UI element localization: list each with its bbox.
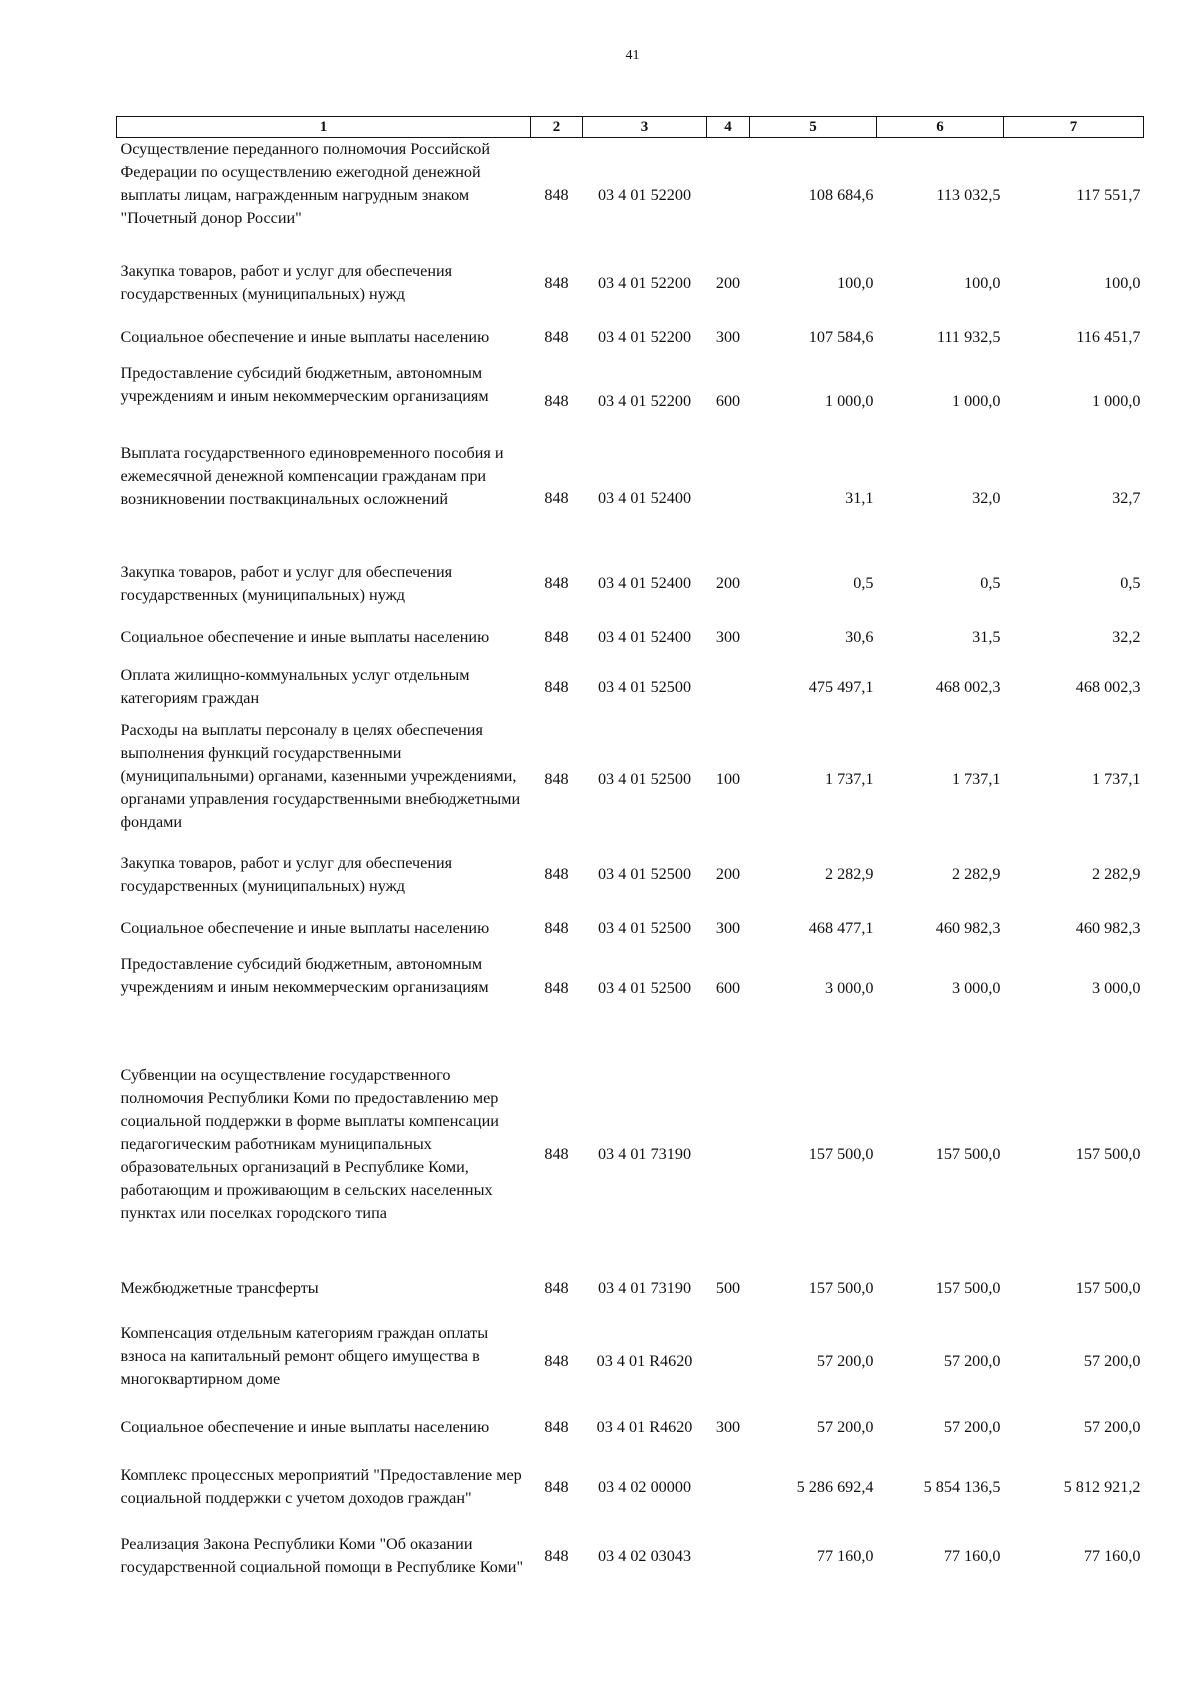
table-row (117, 953, 1144, 1054)
row-amount-col5: 157 500,0 (808, 1145, 874, 1163)
row-vr-code: 100 (715, 769, 741, 788)
row-name: Расходы на выплаты персоналу в целях обеспечения выполнения функций государственными (муниципальными) органами, казенными учреждениями, органами управления государственными внебюджетными фондами (120, 720, 521, 831)
row-vr-code (707, 138, 750, 254)
row-amount-col6: 3 000,0 (951, 978, 1001, 997)
row-csr-code: 03 4 01 52500 (597, 865, 692, 883)
row-amount-col7: 100,0 (1104, 273, 1141, 292)
header-row (117, 117, 1144, 138)
row-amount-col5: 77 160,0 (816, 1546, 874, 1565)
row-vr-code: 200 (715, 865, 741, 883)
row-admin-code: 848 (544, 327, 569, 346)
row-amount-col7: 157 500,0 (1075, 1145, 1141, 1163)
row-vr-code (707, 1322, 750, 1402)
row-amount-col7: 157 500,0 (1075, 1279, 1141, 1297)
row-amount-col5: 2 282,9 (824, 865, 874, 883)
header-col-2: 2 (531, 117, 583, 138)
row-vr-code (707, 1054, 750, 1256)
row-name: Социальное обеспечение и иные выплаты населению (120, 1417, 490, 1436)
row-amount-col7: 32,2 (1112, 627, 1141, 646)
row-name: Реализация Закона Республики Коми "Об оказании государственной социальной помощи в Республике Коми" (120, 1535, 524, 1576)
table-row (117, 1453, 1144, 1522)
row-csr-code: 03 4 01 52400 (597, 574, 692, 592)
table-row (117, 613, 1144, 662)
row-vr-code: 200 (715, 273, 741, 292)
page-number: 41 (625, 48, 640, 63)
row-csr-code: 03 4 01 52500 (597, 918, 692, 937)
row-csr-code: 03 4 01 73190 (597, 1279, 692, 1297)
row-amount-col5: 107 584,6 (808, 327, 874, 346)
header-col-1: 1 (117, 117, 531, 138)
table-row (117, 362, 1144, 442)
row-csr-code: 03 4 01 52500 (597, 978, 692, 997)
row-vr-code: 600 (715, 392, 741, 410)
table-row (117, 846, 1144, 904)
row-amount-col6: 2 282,9 (951, 865, 1001, 883)
row-admin-code: 848 (544, 627, 569, 646)
row-name: Социальное обеспечение и иные выплаты населению (120, 327, 490, 346)
row-vr-code: 500 (715, 1279, 741, 1297)
row-amount-col6: 5 854 136,5 (923, 1477, 1001, 1496)
table-row (117, 254, 1144, 313)
row-amount-col5: 3 000,0 (824, 978, 874, 997)
table-row (117, 138, 1144, 254)
row-admin-code: 848 (544, 273, 569, 292)
row-name: Предоставление субсидий бюджетным, автономным учреждениям и иным некоммерческим организациям (120, 363, 489, 405)
row-amount-col7: 77 160,0 (1083, 1546, 1141, 1565)
row-amount-col5: 108 684,6 (808, 186, 874, 205)
row-amount-col6: 1 000,0 (951, 392, 1001, 410)
row-name: Компенсация отдельным категориям граждан оплаты взноса на капитальный ремонт общего имущества в многоквартирном доме (120, 1323, 489, 1388)
row-amount-col7: 2 282,9 (1091, 865, 1141, 883)
header-col-3: 3 (583, 117, 707, 138)
row-admin-code: 848 (544, 1546, 569, 1565)
row-admin-code: 848 (544, 769, 569, 788)
row-csr-code: 03 4 01 52200 (597, 327, 692, 346)
row-csr-code: 03 4 01 52200 (597, 273, 692, 292)
row-amount-col5: 1 000,0 (824, 392, 874, 410)
row-amount-col7: 57 200,0 (1083, 1352, 1141, 1370)
table-body (117, 138, 1144, 1591)
row-amount-col7: 32,7 (1112, 488, 1141, 507)
row-name: Субвенции на осуществление государственного полномочия Республики Коми по предоставлению мер социальной поддержки в форме выплаты компенсации педагогическим работникам муниципальных образовательных организаций в Республике Коми, работающим и проживающим в сельских населенных пунктах или поселках городского типа (120, 1065, 499, 1222)
row-amount-col6: 31,5 (972, 627, 1001, 646)
row-csr-code: 03 4 01 52400 (597, 627, 692, 646)
row-csr-code: 03 4 01 52500 (597, 769, 692, 788)
row-name: Выплата государственного единовременного пособия и ежемесячной денежной компенсации гражданам при возникновении поствакцинальных осложнений (120, 443, 504, 508)
header-col-7: 7 (1004, 117, 1144, 138)
row-csr-code: 03 4 01 52200 (597, 392, 692, 410)
row-amount-col6: 0,5 (980, 574, 1001, 592)
row-vr-code: 300 (715, 1417, 741, 1436)
row-csr-code: 03 4 01 73190 (597, 1145, 692, 1163)
row-amount-col6: 57 200,0 (943, 1352, 1001, 1370)
row-name: Осуществление переданного полномочия Российской Федерации по осуществлению ежегодной денежной выплаты лицам, награжденным нагрудным знаком "Почетный донор России" (120, 140, 491, 227)
row-csr-code: 03 4 01 52200 (597, 186, 692, 205)
row-admin-code: 848 (544, 574, 569, 592)
row-name: Закупка товаров, работ и услуг для обеспечения государственных (муниципальных) нужд (120, 562, 453, 604)
row-amount-col7: 117 551,7 (1076, 186, 1141, 205)
row-amount-col6: 32,0 (972, 488, 1001, 507)
row-name: Оплата жилищно-коммунальных услуг отдельным категориям граждан (120, 666, 470, 707)
row-admin-code: 848 (544, 978, 569, 997)
row-amount-col7: 468 002,3 (1075, 677, 1141, 696)
row-amount-col5: 57 200,0 (816, 1352, 874, 1370)
row-name: Социальное обеспечение и иные выплаты населению (120, 627, 490, 646)
row-admin-code: 848 (544, 1477, 569, 1496)
row-amount-col5: 100,0 (837, 273, 874, 292)
row-amount-col5: 475 497,1 (808, 677, 874, 696)
row-name: Предоставление субсидий бюджетным, автономным учреждениям и иным некоммерческим организациям (120, 954, 489, 996)
row-amount-col5: 1 737,1 (824, 769, 874, 788)
row-amount-col5: 157 500,0 (808, 1279, 874, 1297)
row-vr-code: 300 (715, 918, 741, 937)
row-name: Закупка товаров, работ и услуг для обеспечения государственных (муниципальных) нужд (120, 853, 453, 895)
row-amount-col5: 468 477,1 (808, 918, 874, 937)
row-amount-col6: 157 500,0 (935, 1279, 1001, 1297)
row-amount-col7: 5 812 921,2 (1063, 1477, 1141, 1496)
table-row (117, 313, 1144, 362)
row-amount-col5: 5 286 692,4 (796, 1477, 874, 1496)
header-col-5: 5 (750, 117, 877, 138)
row-csr-code: 03 4 01 52500 (597, 677, 692, 696)
row-amount-col6: 113 032,5 (936, 186, 1001, 205)
header-col-4: 4 (707, 117, 750, 138)
row-amount-col7: 0,5 (1120, 574, 1141, 592)
row-vr-code (707, 1453, 750, 1522)
row-vr-code: 300 (715, 327, 741, 346)
row-amount-col7: 1 000,0 (1091, 392, 1141, 410)
row-csr-code: 03 4 01 52400 (597, 488, 692, 507)
row-amount-col7: 460 982,3 (1075, 918, 1141, 937)
table-row (117, 904, 1144, 953)
row-admin-code: 848 (544, 865, 569, 883)
row-amount-col5: 31,1 (845, 488, 874, 507)
table-header (117, 117, 1144, 138)
row-amount-col7: 1 737,1 (1091, 769, 1141, 788)
row-amount-col5: 0,5 (853, 574, 874, 592)
row-admin-code: 848 (544, 1352, 569, 1370)
row-amount-col7: 116 451,7 (1076, 327, 1141, 346)
row-amount-col6: 57 200,0 (943, 1417, 1001, 1436)
row-name: Комплекс процессных мероприятий "Предоставление мер социальной поддержки с учетом доходов граждан" (120, 1466, 522, 1507)
row-amount-col6: 111 932,5 (936, 327, 1001, 346)
row-admin-code: 848 (544, 392, 569, 410)
row-name: Закупка товаров, работ и услуг для обеспечения государственных (муниципальных) нужд (120, 262, 453, 303)
row-admin-code: 848 (544, 488, 569, 507)
row-admin-code: 848 (544, 918, 569, 937)
row-amount-col6: 468 002,3 (935, 677, 1001, 696)
row-amount-col6: 157 500,0 (935, 1145, 1001, 1163)
row-admin-code: 848 (544, 1417, 569, 1436)
row-csr-code: 03 4 02 03043 (597, 1546, 692, 1565)
table-row (117, 662, 1144, 713)
row-amount-col7: 3 000,0 (1091, 978, 1141, 997)
row-vr-code: 200 (715, 574, 741, 592)
row-admin-code: 848 (544, 677, 569, 696)
row-vr-code: 300 (715, 627, 741, 646)
row-name: Социальное обеспечение и иные выплаты населению (120, 918, 490, 937)
row-amount-col6: 460 982,3 (935, 918, 1001, 937)
header-col-6: 6 (877, 117, 1004, 138)
row-amount-col6: 77 160,0 (943, 1546, 1001, 1565)
row-admin-code: 848 (544, 186, 569, 205)
table-row (117, 713, 1144, 846)
row-vr-code (707, 1522, 750, 1591)
table-row (117, 442, 1144, 555)
row-csr-code: 03 4 01 R4620 (596, 1417, 693, 1436)
row-amount-col5: 30,6 (845, 627, 874, 646)
row-csr-code: 03 4 01 R4620 (596, 1352, 693, 1370)
table-row (117, 1522, 1144, 1591)
row-amount-col5: 57 200,0 (816, 1417, 874, 1436)
row-amount-col7: 57 200,0 (1083, 1417, 1141, 1436)
table-row (117, 1256, 1144, 1322)
row-vr-code (707, 442, 750, 555)
row-vr-code: 600 (715, 978, 741, 997)
row-admin-code: 848 (544, 1279, 569, 1297)
row-csr-code: 03 4 02 00000 (597, 1477, 692, 1496)
table-row (117, 555, 1144, 613)
table-row (117, 1402, 1144, 1453)
row-amount-col6: 100,0 (964, 273, 1001, 292)
row-name: Межбюджетные трансферты (120, 1279, 319, 1297)
table-row (117, 1322, 1144, 1402)
row-amount-col6: 1 737,1 (951, 769, 1001, 788)
table-row (117, 1054, 1144, 1256)
row-admin-code: 848 (544, 1145, 569, 1163)
budget-table (116, 116, 1144, 1591)
row-vr-code (707, 662, 750, 713)
